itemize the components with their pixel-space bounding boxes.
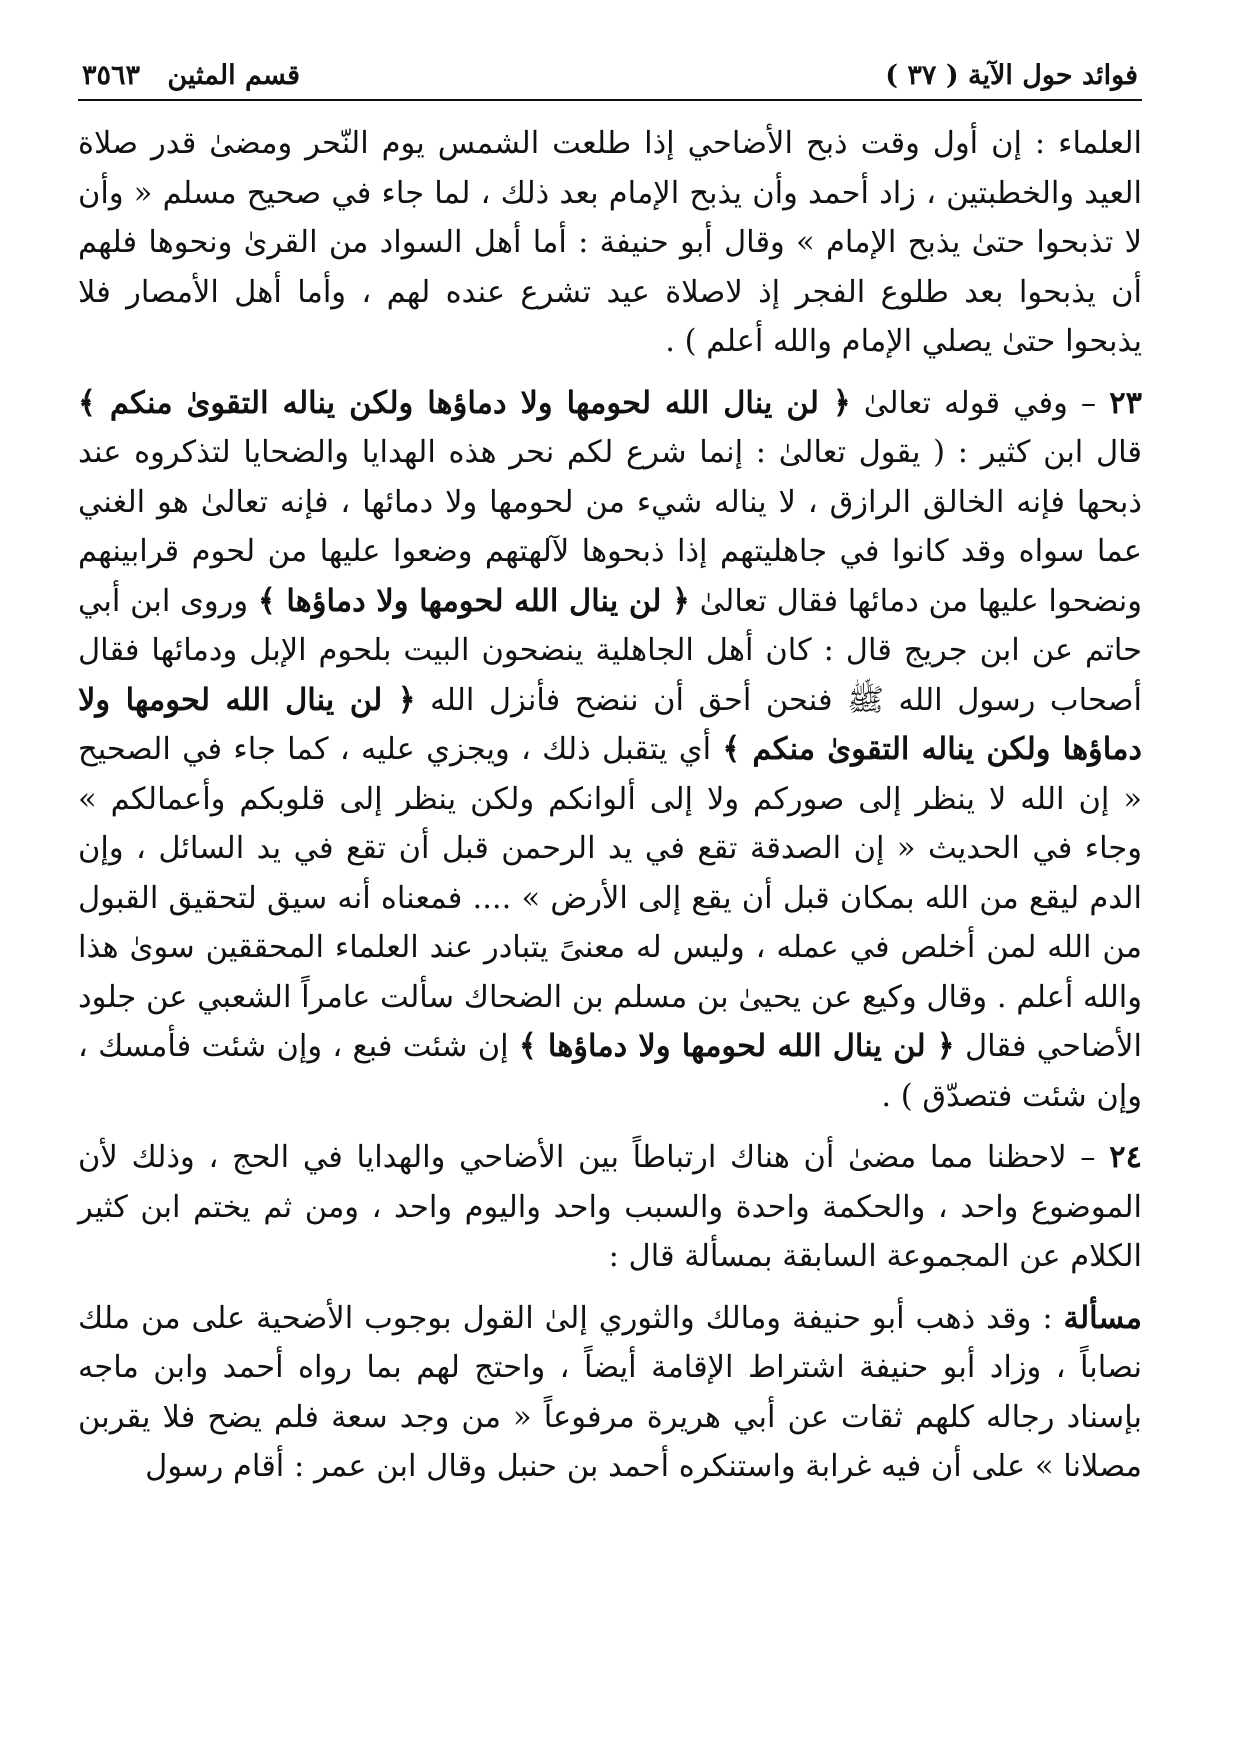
- page-body: [78, 119, 1142, 1492]
- page-number: ٣٥٦٣: [82, 60, 141, 91]
- paragraph-number: ٢٤: [1109, 1139, 1142, 1175]
- text-line: لا تذبحوا حتىٰ يذبح الإمام » وقال أبو حنيفة : أما أهل السواد من القرىٰ ونحوها فلهم: [78, 225, 1142, 260]
- page-header: [78, 60, 1142, 101]
- quran-quote: ﴿ لن ينال الله لحومها ولا دماؤها ﴾: [518, 1028, 955, 1064]
- paragraph-23: [78, 379, 1142, 1122]
- paragraph-number: ٢٣: [1109, 384, 1142, 421]
- quran-quote: ﴿ لن ينال الله لحومها ولا دماؤها ﴾: [257, 582, 690, 619]
- quran-quote: ﴿ لن ينال الله لحومها ولا دماؤها ولكن يناله التقوىٰ منكم ﴾: [78, 384, 851, 421]
- quran-quote: ﴿ لن ينال الله لحومها ولا دماؤها ولكن يناله التقوىٰ منكم ﴾: [78, 681, 1142, 767]
- section-title: قسم المثين: [167, 60, 300, 91]
- paragraph-continuation: [78, 119, 1142, 367]
- paragraph-text: إن شئت فبع ، وإن شئت فأمسك ، وإن شئت فتصدّق ) .: [78, 1029, 1142, 1114]
- section-info: [82, 60, 300, 91]
- paragraph-masala: [78, 1294, 1142, 1492]
- paragraph-text: – وفي قوله تعالىٰ: [850, 385, 1110, 421]
- text-line: العلماء : إن أول وقت ذبح الأضاحي إذا طلعت الشمس يوم النّحر ومضىٰ قدر صلاة: [78, 126, 1142, 161]
- paragraph-text: وروى ابن أبي حاتم عن ابن جريج قال : كان أهل الجاهلية ينضحون البيت بلحوم الإبل ودمائها فقال أصحاب رسول الله ﷺ فنحن أحق أن ننضح فأنزل الله: [78, 583, 1142, 718]
- paragraph-text: قال ابن كثير : ( يقول تعالىٰ : إنما شرع لكم نحر هذه الهدايا والضحايا لتذكروه عند ذبحها فإنه الخالق الرازق ، لا يناله شيء من لحومها ولا دمائها ، فإنه تعالىٰ هو الغني عما سواه وقد كانوا في جاهليتهم إذا ذبحوها لآلهتهم وضعوا عليها من لحوم قرابينهم ونضحوا عليها من دمائها فقال تعالىٰ: [78, 435, 1143, 619]
- paragraph-24: [78, 1133, 1142, 1282]
- paragraph-text: – لاحظنا مما مضىٰ أن هناك ارتباطاً بين الأضاحي والهدايا في الحج ، وذلك لأن الموضوع واحد ، والحكمة واحدة والسبب واحد واليوم واحد ، ومن ثم يختم ابن كثير الكلام عن المجموعة السابقة بمسألة قال :: [78, 1140, 1142, 1274]
- paragraph-text: أي يتقبل ذلك ، ويجزي عليه ، كما جاء في الصحيح « إن الله لا ينظر إلى صوركم ولا إلى ألوانكم ولكن ينظر إلى قلوبكم وأعمالكم » وجاء في الحديث « إن الصدقة تقع في يد الرحمن قبل أن تقع في يد السائل ، وإن الدم ليقع من الله بمكان قبل أن يقع إلى الأرض » .... فمعناه أنه سيق لتحقيق القبول من الله لمن أخلص في عمله ، وليس له معنىً يتبادر عند العلماء المحققين سوىٰ هذا والله أعلم . وقال وكيع عن يحيىٰ بن مسلم بن الضحاك سألت عامراً الشعبي عن جلود الأضاحي فقال: [78, 732, 1143, 1064]
- text-line: العيد والخطبتين ، زاد أحمد وأن يذبح الإمام بعد ذلك ، لما جاء في صحيح مسلم « وأن: [78, 175, 1142, 211]
- section-label: مسألة: [1063, 1299, 1142, 1336]
- chapter-title: فوائد حول الآية ( ٣٧ ): [885, 60, 1138, 91]
- paragraph-text: : وقد ذهب أبو حنيفة ومالك والثوري إلىٰ القول بوجوب الأضحية على من ملك نصاباً ، وزاد أبو حنيفة اشتراط الإقامة أيضاً ، واحتج لهم بما رواه أحمد وابن ماجه بإسناد رجاله كلهم ثقات عن أبي هريرة مرفوعاً « من وجد سعة فلم يضح فلا يقربن مصلانا » على أن فيه غرابة واستنكره أحمد بن حنبل وقال ابن عمر : أقام رسول: [78, 1300, 1142, 1484]
- book-page: [78, 60, 1142, 1492]
- text-line: أن يذبحوا بعد طلوع الفجر إذ لاصلاة عيد تشرع عنده لهم ، وأما أهل الأمصار فلا: [78, 274, 1142, 310]
- text-line: يذبحوا حتىٰ يصلي الإمام والله أعلم ) .: [665, 324, 1142, 359]
